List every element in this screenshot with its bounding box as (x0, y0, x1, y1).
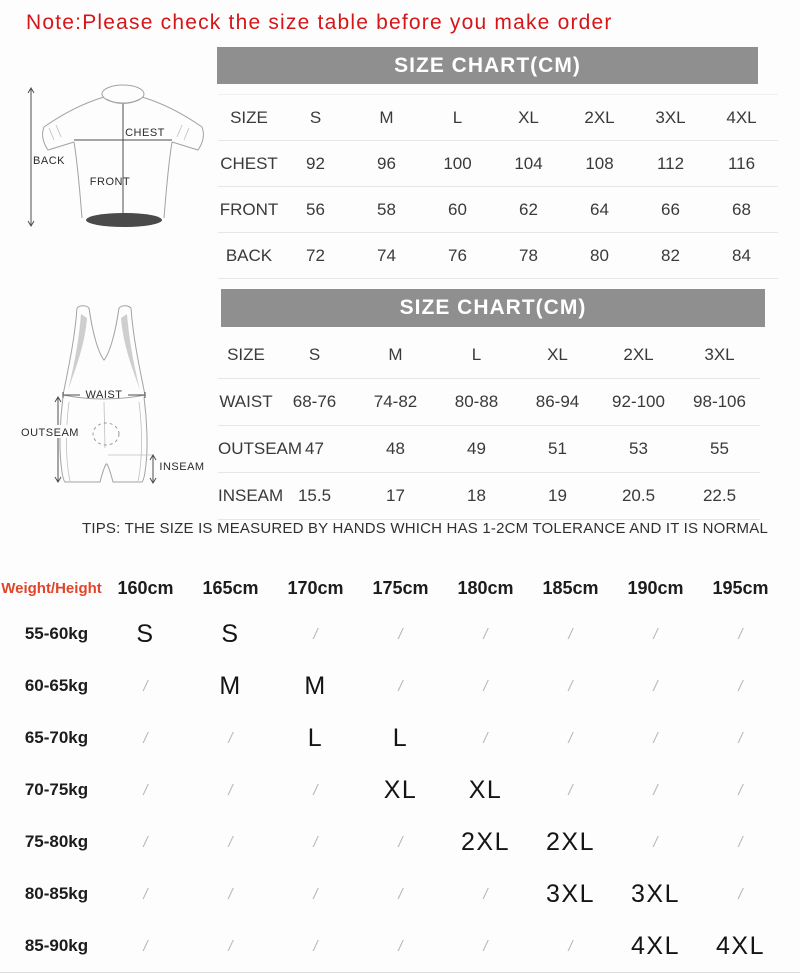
table-cell: 18 (467, 486, 486, 505)
fit-cell: / (738, 833, 743, 851)
fit-cell: / (228, 833, 233, 851)
table-cell: 80-88 (454, 392, 499, 411)
table-row (218, 332, 760, 379)
table-row (218, 141, 778, 187)
chest-label: CHEST (125, 127, 165, 139)
fit-cell: / (313, 833, 318, 851)
fit-cell: 4XL (631, 931, 680, 960)
fit-cell: / (568, 625, 573, 643)
fit-cell: / (653, 677, 658, 695)
table-cell: M (379, 107, 394, 127)
table-cell: BACK (225, 245, 273, 265)
fit-cell: / (143, 885, 148, 903)
fit-cell: M (219, 671, 242, 700)
waist-label: WAIST (85, 389, 123, 401)
fit-cell: S (221, 619, 240, 648)
table-cell: 74-82 (373, 392, 418, 411)
table-cell: M (388, 345, 403, 364)
fit-cell: XL (468, 775, 503, 804)
height-column-header: 160cm (117, 577, 174, 598)
outseam-dimension-line (20, 397, 82, 482)
table-cell: SIZE (227, 345, 265, 364)
fit-cell: / (228, 885, 233, 903)
table-cell: 47 (305, 439, 324, 458)
table-cell: 84 (732, 245, 751, 265)
weight-range-label: 70-75kg (24, 780, 89, 799)
fit-table-row (0, 712, 800, 764)
inseam-label: INSEAM (159, 461, 205, 473)
fit-cell: / (568, 729, 573, 747)
shorts-size-chart-banner: SIZE CHART(CM) (221, 289, 765, 327)
jersey-diagram (16, 64, 222, 270)
fit-cell: / (398, 885, 403, 903)
table-cell: FRONT (219, 199, 279, 219)
table-cell: 53 (629, 439, 648, 458)
fit-cell: / (653, 729, 658, 747)
fit-cell: / (143, 729, 148, 747)
table-cell: 51 (548, 439, 567, 458)
table-cell: 56 (306, 199, 325, 219)
table-cell: 60 (448, 199, 467, 219)
weight-range-label: 55-60kg (24, 624, 89, 643)
weight-range-label: 60-65kg (24, 676, 89, 695)
fit-cell: / (653, 781, 658, 799)
fit-cell: / (313, 625, 318, 643)
table-cell: 49 (467, 439, 486, 458)
note-text: Note:Please check the size table before you make order (26, 11, 613, 34)
table-cell: 68 (732, 199, 751, 219)
table-cell: 98-106 (693, 392, 746, 411)
table-cell: 112 (656, 153, 685, 173)
fit-cell: XL (383, 775, 418, 804)
fit-table-row (0, 660, 800, 712)
weight-range-label: 75-80kg (24, 832, 89, 851)
fit-cell: 3XL (631, 879, 680, 908)
table-cell: L (471, 345, 482, 364)
front-label: FRONT (89, 176, 131, 188)
table-cell: 62 (519, 199, 538, 219)
table-row (218, 233, 778, 279)
table-cell: 92 (306, 153, 325, 173)
table-cell: XL (547, 345, 568, 364)
fit-cell: / (738, 781, 743, 799)
height-column-header: 165cm (202, 577, 259, 598)
table-cell: 80 (590, 245, 609, 265)
table-cell: 17 (386, 486, 405, 505)
jersey-size-table (218, 94, 778, 279)
table-cell: 76 (448, 245, 467, 265)
table-cell: 116 (727, 153, 756, 173)
table-cell: 66 (661, 199, 680, 219)
fit-cell: / (313, 885, 318, 903)
fit-cell: / (398, 677, 403, 695)
weight-height-label: Weight/Height (1, 579, 102, 597)
fit-cell: / (398, 937, 403, 955)
table-cell: 104 (514, 153, 543, 173)
fit-cell: M (304, 671, 327, 700)
table-cell: 78 (519, 245, 538, 265)
fit-cell: 2XL (546, 827, 595, 856)
table-cell: 48 (386, 439, 405, 458)
table-row (218, 187, 778, 233)
fit-cell: / (738, 677, 743, 695)
table-cell: 58 (377, 199, 396, 219)
height-column-header: 180cm (457, 577, 514, 598)
fit-cell: / (228, 781, 233, 799)
table-cell: 64 (590, 199, 609, 219)
fit-table-row (0, 608, 800, 660)
fit-cell: L (307, 723, 324, 752)
table-cell: S (309, 107, 322, 127)
table-cell: INSEAM (218, 486, 284, 505)
bib-top-outline (63, 306, 145, 399)
fit-cell: / (313, 781, 318, 799)
table-cell: 68-76 (292, 392, 337, 411)
height-column-header: 190cm (627, 577, 684, 598)
fit-table-row (0, 816, 800, 868)
jersey-size-chart-banner: SIZE CHART(CM) (217, 47, 758, 84)
table-row (218, 473, 760, 520)
fit-cell: / (228, 937, 233, 955)
fit-cell: / (483, 729, 488, 747)
chamois-pad (93, 423, 119, 445)
fit-cell: L (392, 723, 409, 752)
fit-cell: / (568, 677, 573, 695)
table-cell: 82 (661, 245, 680, 265)
bib-shorts-diagram (2, 298, 212, 512)
fit-cell: / (738, 885, 743, 903)
table-cell: 100 (443, 153, 472, 173)
table-cell: 74 (377, 245, 396, 265)
table-cell: 72 (306, 245, 325, 265)
table-cell: 3XL (655, 107, 686, 127)
table-cell: 96 (377, 153, 396, 173)
fit-cell: / (228, 729, 233, 747)
table-cell: S (308, 345, 321, 364)
table-row (218, 379, 760, 426)
height-column-header: 185cm (542, 577, 599, 598)
fit-cell: / (483, 625, 488, 643)
weight-range-label: 65-70kg (24, 728, 89, 747)
fit-table-body (0, 608, 800, 972)
back-label: BACK (33, 155, 65, 167)
fit-cell: 4XL (716, 931, 765, 960)
shorts-outline (60, 397, 147, 482)
fit-cell: / (653, 625, 658, 643)
table-cell: 2XL (584, 107, 615, 127)
fit-cell: / (143, 937, 148, 955)
fit-cell: / (143, 781, 148, 799)
fit-cell: / (483, 885, 488, 903)
table-cell: WAIST (219, 392, 273, 411)
shorts-size-table (218, 332, 760, 520)
fit-cell: / (653, 833, 658, 851)
inseam-dimension-line (108, 455, 156, 483)
table-cell: 2XL (623, 345, 654, 364)
table-cell: XL (518, 107, 539, 127)
table-cell: 19 (548, 486, 567, 505)
table-cell: CHEST (220, 153, 278, 173)
height-column-header: 175cm (372, 577, 429, 598)
table-cell: 55 (710, 439, 729, 458)
table-cell: 20.5 (621, 486, 656, 505)
fit-cell: / (483, 937, 488, 955)
fit-cell: / (568, 937, 573, 955)
table-cell: 22.5 (702, 486, 737, 505)
weight-range-label: 80-85kg (24, 884, 89, 903)
table-row (218, 95, 778, 141)
fit-cell: / (738, 625, 743, 643)
table-cell: L (452, 107, 463, 127)
fit-table-row (0, 764, 800, 816)
outseam-label: OUTSEAM (21, 427, 79, 439)
table-cell: OUTSEAM (218, 439, 303, 458)
weight-range-label: 85-90kg (24, 936, 89, 955)
fit-cell: S (136, 619, 155, 648)
jersey-hem (86, 213, 162, 227)
fit-cell: / (143, 833, 148, 851)
height-column-header: 195cm (712, 577, 769, 598)
fit-cell: / (398, 833, 403, 851)
fit-cell: / (483, 677, 488, 695)
table-cell: 86-94 (535, 392, 580, 411)
fit-cell: / (313, 937, 318, 955)
table-cell: SIZE (230, 107, 268, 127)
table-cell: 3XL (704, 345, 735, 364)
tips-text: TIPS: THE SIZE IS MEASURED BY HANDS WHICH HAS 1-2CM TOLERANCE AND IT IS NORMAL (81, 520, 768, 537)
table-cell: 15.5 (297, 486, 332, 505)
fit-cell: / (143, 677, 148, 695)
table-row (218, 426, 760, 473)
height-column-header: 170cm (287, 577, 344, 598)
fit-table-row (0, 868, 800, 920)
fit-cell: / (398, 625, 403, 643)
fit-table (0, 568, 800, 973)
fit-cell: / (738, 729, 743, 747)
fit-table-row (0, 920, 800, 972)
fit-cell: / (568, 781, 573, 799)
table-cell: 92-100 (612, 392, 665, 411)
table-cell: 108 (585, 153, 614, 173)
table-cell: 4XL (726, 107, 757, 127)
fit-table-header (0, 568, 800, 608)
fit-cell: 3XL (546, 879, 595, 908)
fit-cell: 2XL (461, 827, 510, 856)
